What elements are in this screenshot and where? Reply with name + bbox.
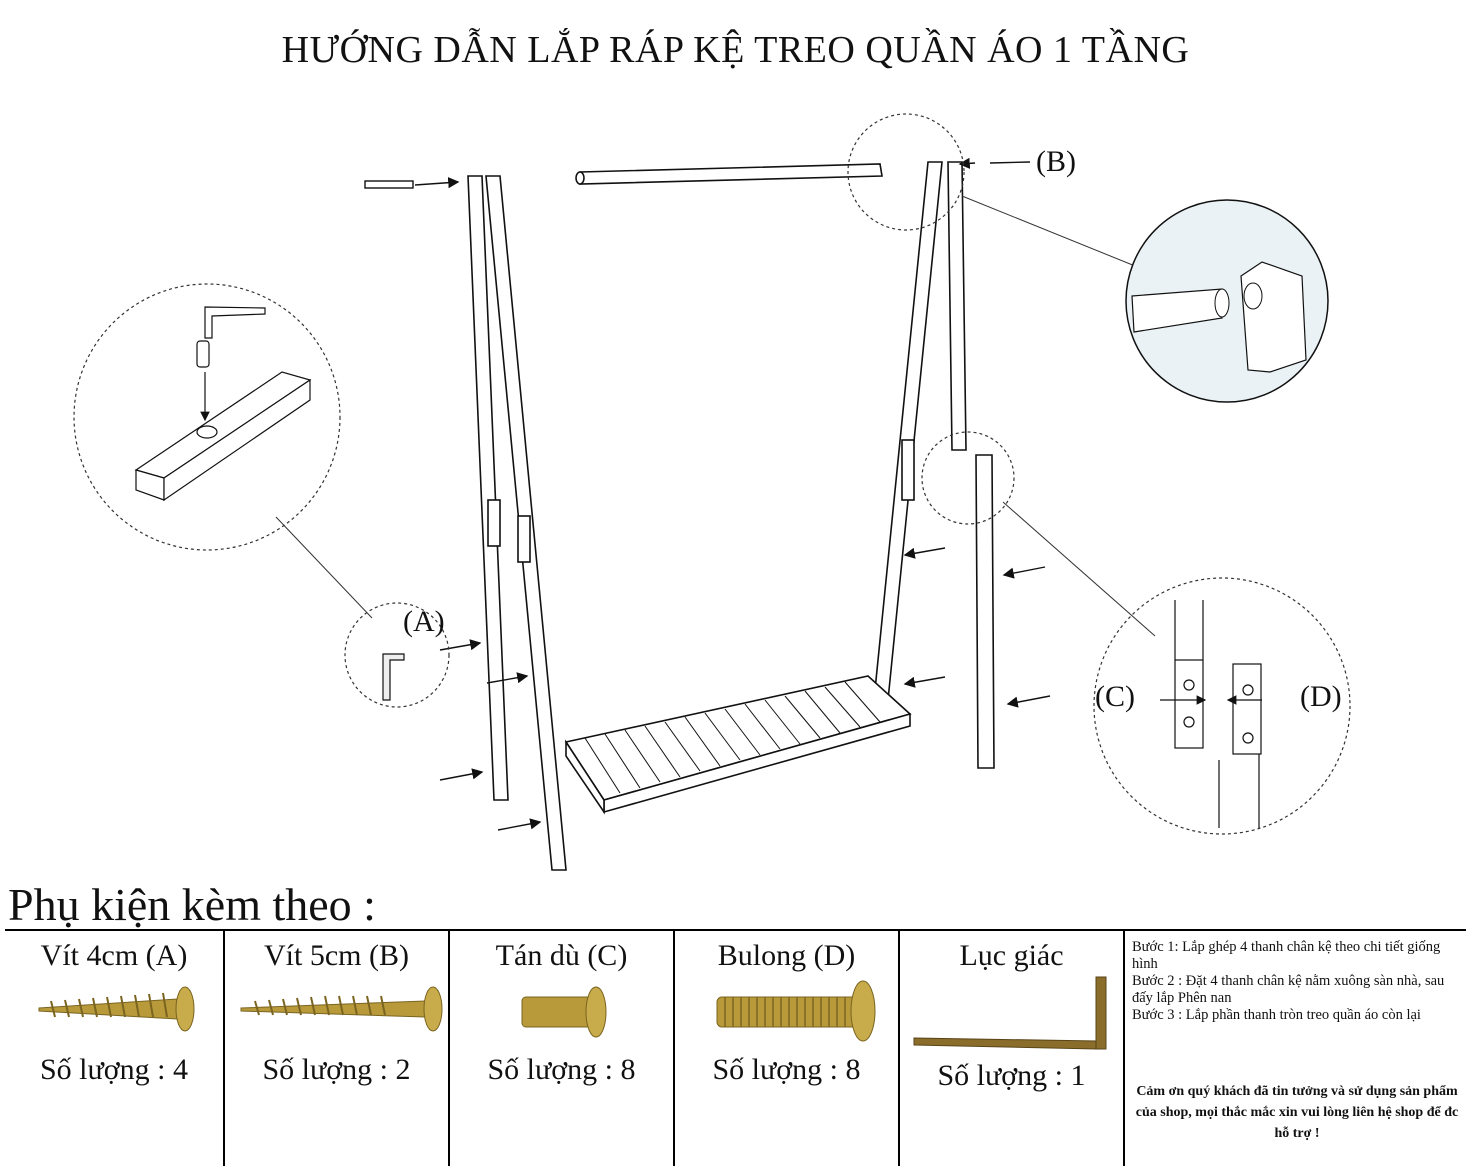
callout-b-label: (B) <box>1036 145 1076 178</box>
detail-circle-joint <box>922 432 1014 524</box>
accessory-quantity: Số lượng : 1 <box>937 1059 1086 1092</box>
accessory-name: Bulong (D) <box>717 939 856 972</box>
accessory-name: Vít 4cm (A) <box>40 939 188 972</box>
accessory-quantity: Số lượng : 4 <box>40 1053 188 1086</box>
callout-a-label: (A) <box>403 605 445 638</box>
callout-d-label: (D) <box>1300 680 1342 713</box>
accessory-cell <box>675 931 900 1166</box>
joint-detail <box>1160 600 1262 828</box>
accessory-quantity: Số lượng : 2 <box>262 1053 411 1086</box>
accessory-cell <box>225 931 450 1166</box>
accessory-quantity: Số lượng : 8 <box>712 1053 861 1086</box>
step-1: Bước 1: Lắp ghép 4 thanh chân kệ theo chi tiết giống hình <box>1132 939 1441 972</box>
left-joint-plate <box>488 500 500 546</box>
page-title: HƯỚNG DẪN LẮP RÁP KỆ TREO QUẦN ÁO 1 TẦNG <box>281 29 1190 71</box>
accessory-cell <box>450 931 675 1166</box>
step-2: Bước 2 : Đặt 4 thanh chân kệ nằm xuông sàn nhà, sau đấy lắp Phên nan <box>1132 973 1445 1006</box>
right-lower-leg <box>976 455 994 768</box>
hex-key-icon <box>900 931 1125 1166</box>
accessory-name: Vít 5cm (B) <box>264 939 409 972</box>
accessories-table <box>5 929 1466 1166</box>
bolt-icon <box>675 931 900 1166</box>
rack-frame <box>468 162 994 870</box>
right-back-leg <box>874 162 942 700</box>
hanging-rod <box>580 164 882 184</box>
accessory-quantity: Số lượng : 8 <box>487 1053 636 1086</box>
accessory-name: Tán dù (C) <box>495 939 628 972</box>
barrel-nut-icon <box>450 931 675 1166</box>
accessory-name: Lục giác <box>959 939 1064 972</box>
right-joint-plate <box>902 440 914 500</box>
rod-detail-circle <box>1126 200 1328 402</box>
accessory-cell <box>5 931 225 1166</box>
step-3: Bước 3 : Lắp phần thanh tròn treo quần áo còn lại <box>1132 1007 1421 1023</box>
leader-lines <box>276 196 1155 636</box>
screw-4cm-icon <box>5 931 225 1166</box>
right-upper-leg <box>948 162 966 450</box>
accessories-heading: Phụ kiện kèm theo : <box>8 879 376 930</box>
screw-5cm-icon <box>225 931 450 1166</box>
thank-you-note: Cảm ơn quý khách đã tin tưởng và sử dụng sản phẩm của shop, mọi thắc mắc xin vui lòng liên hệ shop để đc hỗ trợ ! <box>1135 1084 1459 1141</box>
accessory-cell <box>900 931 1125 1166</box>
callout-c-label: (C) <box>1095 680 1135 713</box>
screw-detail <box>136 307 404 700</box>
left-joint-plate-2 <box>518 516 530 562</box>
assembly-steps <box>1132 939 1462 1024</box>
